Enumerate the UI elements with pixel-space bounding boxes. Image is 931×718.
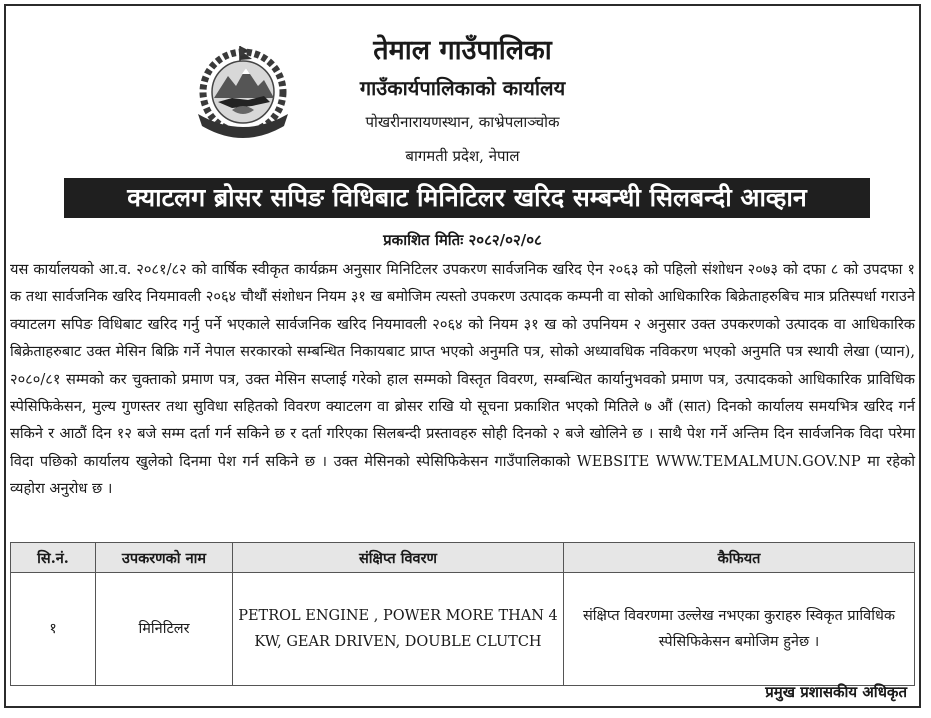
notice-frame bbox=[4, 4, 921, 708]
letterhead bbox=[6, 6, 919, 178]
published-date: प्रकाशित मितिः २०८२/०२/०८ bbox=[383, 231, 542, 249]
office-name: गाउँकार्यपालिकाको कार्यालय bbox=[359, 76, 566, 100]
cell-item-name: मिनिटिलर bbox=[96, 573, 233, 686]
table-row bbox=[11, 573, 915, 686]
header-remarks: कैफियत bbox=[564, 543, 915, 573]
table-header-row bbox=[11, 543, 915, 573]
cell-remarks: संक्षिप्त विवरणमा उल्लेख नभएका कुराहरु स्विकृत प्राविधिक स्पेसिफिकेसन बमोजिम हुनेछ । bbox=[564, 573, 915, 686]
header-description: संक्षिप्त विवरण bbox=[233, 543, 564, 573]
items-table bbox=[10, 542, 915, 686]
notice-body: यस कार्यालयको आ.व. २०८१/८२ को वार्षिक स्वीकृत कार्यक्रम अनुसार मिनिटिलर उपकरण सार्वजनिक खरिद ऐन २०६३ को पहिलो संशोधन २०७३ को दफा ८ को उपदफा १ क तथा सार्वजनिक खरिद नियमावली २०६४ चौथौं संशोधन नियम ३१ ख बमोजिम त्यस्तो उपकरण उत्पादक कम्पनी वा सोको आधिकारिक बिक्रेताहरुबिच मात्र प्रतिस्पर्धा गराउने क्याटलग सपिङ विधिबाट खरिद गर्नु पर्ने भएकाले सार्वजनिक खरिद नियमावली २०६४ को नियम ३१ ख को उपनियम २ अनुसार उक्त उपकरणको उत्पादक वा आधिकारिक बिक्रेताहरुबाट उक्त मेसिन बिक्रि गर्ने नेपाल सरकारको सम्बन्धित निकायबाट प्राप्त भएको अनुमति पत्र, सोको अध्यावधिक नविकरण भएको अनुमति पत्र स्थायी लेखा (प्यान), २०८०/८१ सम्मको कर चुक्ताको प्रमाण पत्र, उक्त मेसिन सप्लाई गरेको हाल सम्मको विस्तृत विवरण, सम्बन्धित कार्यानुभवको प्रमाण पत्र, उत्पादकको आधिकारिक प्राविधिक स्पेसिफिकेसन, मुल्य गुणस्तर तथा सुविधा सहितको विवरण क्याटलग वा ब्रोसर राखि यो सूचना प्रकाशित भएको मितिले ७ औं (सात) दिनको कार्यालय समयभित्र खरिद गर्न सकिने र आठौं दिन १२ बजे सम्म दर्ता गर्न सकिने छ र दर्ता गरिएका सिलबन्दी प्रस्तावहरु सोही दिनको २ बजे खोलिने छ । साथै पेश गर्ने अन्तिम दिन सार्वजनिक विदा परेमा विदा पछिको कार्यालय खुलेको दिनमा पेश गर्न सकिने छ । उक्त मेसिनको स्पेसिफिकेसन गाउँपालिकाको WEBSITE WWW.TEMALMUN.GOV.NP मा रहेको व्यहोरा अनुरोध छ । bbox=[10, 261, 915, 498]
office-address: पोखरीनारायणस्थान, काभ्रेपलाञ्चोक bbox=[365, 113, 560, 131]
province-line: बागमती प्रदेश, नेपाल bbox=[405, 147, 520, 165]
header-item-name: उपकरणको नाम bbox=[96, 543, 233, 573]
org-name: तेमाल गाउँपालिका bbox=[373, 35, 552, 66]
notice-title: क्याटलग ब्रोसर सपिङ विधिबाट मिनिटिलर खरिद सम्बन्धी सिलबन्दी आव्हान bbox=[64, 178, 870, 218]
header-serial: सि.नं. bbox=[11, 543, 96, 573]
cell-serial: १ bbox=[11, 573, 96, 686]
signature-title: प्रमुख प्रशासकीय अधिकृत bbox=[765, 683, 907, 701]
cell-description: PETROL ENGINE , POWER MORE THAN 4 KW, GEAR DRIVEN, DOUBLE CLUTCH bbox=[233, 573, 564, 686]
